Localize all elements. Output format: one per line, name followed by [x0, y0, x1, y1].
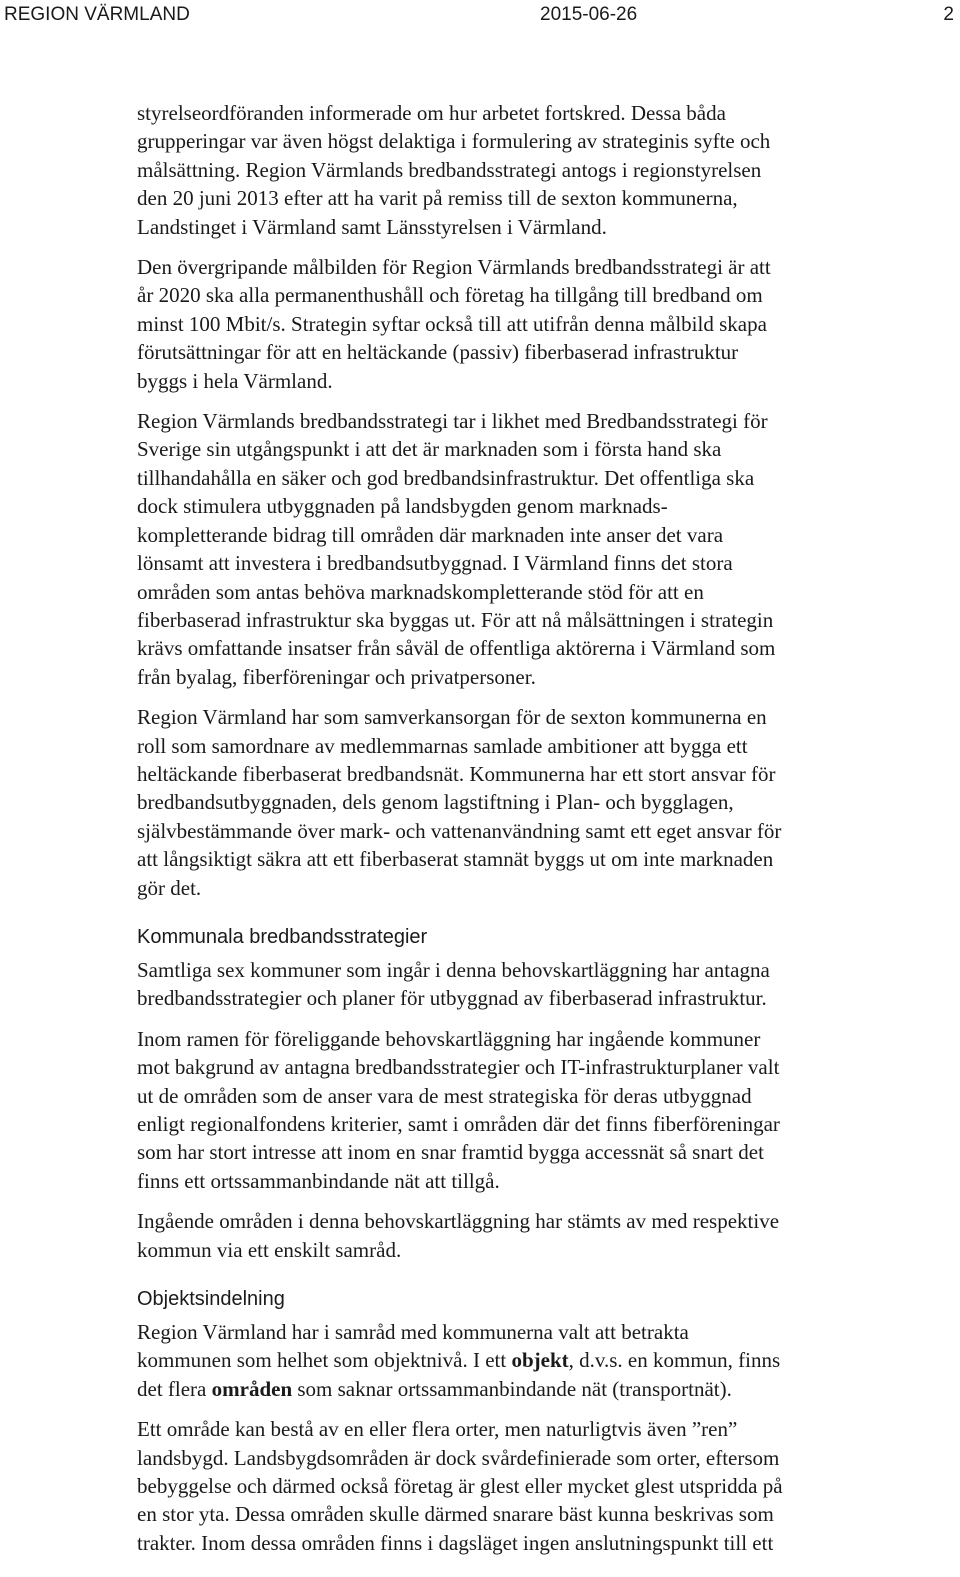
paragraph-market-role — [137, 407, 907, 691]
paragraph-municipal-strategies — [137, 956, 907, 1013]
text-line: bredbandsutbyggnaden, dels genom lagstiftning i Plan- och bygglagen, — [137, 790, 734, 815]
text-line: förutsättningar för att en heltäckande (passiv) fiberbaserad infrastruktur — [137, 340, 739, 365]
text-line: Sverige sin utgångspunkt i att det är marknaden som i första hand ska — [137, 437, 722, 462]
text-line: landsbygd. Landsbygdsområden är dock svårdefinierade som orter, eftersom — [137, 1445, 780, 1470]
text-line: områden som antas behöva marknadskompletterande stöd för att en — [137, 579, 704, 604]
text-line: kompletterande bidrag till områden där marknaden inte anser det vara — [137, 522, 724, 547]
text-line: lönsamt att investera i bredbandsutbyggnad. I Värmland finns det stora — [137, 551, 733, 576]
header-date: 2015-06-26 — [540, 4, 638, 25]
text-line: trakter. Inom dessa områden finns i dagsläget ingen anslutningspunkt till ett — [137, 1530, 774, 1555]
text-run: kommunen som helhet som objektnivå. I ett — [137, 1348, 512, 1373]
text-line: kommun via ett enskilt samråd. — [137, 1237, 402, 1262]
text-line: Region Värmlands bredbandsstrategi tar i likhet med Bredbandsstrategi för — [137, 409, 768, 434]
text-line: år 2020 ska alla permanenthushåll och företag ha tillgång till bredband om — [137, 283, 763, 308]
section-heading-object-division: Objektsindelning — [137, 1288, 285, 1311]
paragraph-region-role — [137, 703, 907, 902]
text-line: Region Värmland har som samverkansorgan för de sexton kommunerna en — [137, 705, 767, 730]
document-body — [137, 99, 907, 1569]
text-line: enligt regionalfondens kriterier, samt i områden där det finns fiberföreningar — [137, 1112, 780, 1136]
text-line: självbestämmande över mark- och vattenanvändning samt ett eget ansvar för — [137, 818, 782, 843]
bold-term-objekt: objekt — [511, 1348, 569, 1373]
text-line: bredbandsstrategier och planer för utbyggnad av fiberbaserad infrastruktur. — [137, 986, 767, 1011]
text-line — [137, 1346, 907, 1374]
text-line: grupperingar var även högst delaktiga i formulering av strateginis syfte och — [137, 129, 771, 154]
paragraph-object-level — [137, 1318, 907, 1403]
text-run: som saknar ortssammanbindande nät (transportnät). — [292, 1376, 732, 1401]
text-line: ut de områden som de anser vara de mest strategiska för deras utbyggnad — [137, 1083, 752, 1108]
text-line: mot bakgrund av antagna bredbandsstrategier och IT-infrastrukturplaner valt — [137, 1055, 780, 1080]
text-line: styrelseordföranden informerade om hur arbetet fortskred. Dessa båda — [137, 101, 726, 125]
text-line: Region Värmland har i samråd med kommunerna valt att betrakta — [137, 1320, 689, 1345]
text-line — [137, 1375, 907, 1403]
section-heading-municipal-strategies: Kommunala bredbandsstrategier — [137, 925, 428, 948]
text-line: som har stort intresse att inom en snar framtid bygga accessnät så snart det — [137, 1140, 764, 1165]
text-line: Ett område kan bestå av en eller flera orter, men naturligtvis även ”ren” — [137, 1417, 738, 1442]
paragraph-area-definition — [137, 1415, 907, 1557]
text-run: , d.v.s. en kommun, finns — [568, 1348, 781, 1373]
page-header — [0, 2, 960, 28]
text-line: att långsiktigt säkra att ett fiberbaserat stamnät byggs ut om inte marknaden — [137, 847, 774, 872]
text-line: gör det. — [137, 875, 202, 900]
text-line: byggs i hela Värmland. — [137, 368, 333, 393]
header-page-number: 2 — [943, 4, 954, 25]
text-line: den 20 juni 2013 efter att ha varit på remiss till de sexton kommunerna, — [137, 186, 738, 211]
header-organization: REGION VÄRMLAND — [4, 4, 190, 25]
paragraph-goal — [137, 253, 907, 395]
text-line: minst 100 Mbit/s. Strategin syftar också till att utifrån denna målbild skapa — [137, 311, 767, 336]
text-line: bebyggelse och därmed också företag är glest eller mycket glest utspridda på — [137, 1474, 783, 1499]
text-line: dock stimulera utbyggnaden på landsbygden genom marknads- — [137, 494, 668, 519]
text-line: Samtliga sex kommuner som ingår i denna behovskartläggning har antagna — [137, 957, 770, 982]
text-line: Inom ramen för föreliggande behovskartläggning har ingående kommuner — [137, 1026, 761, 1051]
text-line: Landstinget i Värmland samt Länsstyrelsen i Värmland. — [137, 214, 607, 239]
text-line: målsättning. Region Värmlands bredbandsstrategi antogs i regionstyrelsen — [137, 157, 762, 182]
text-line: en stor yta. Dessa områden skulle därmed snarare bäst kunna beskrivas som — [137, 1502, 774, 1527]
text-line: Ingående områden i denna behovskartläggning har stämts av med respektive — [137, 1209, 780, 1234]
text-line: fiberbaserad infrastruktur ska byggas ut. För att nå målsättningen i strategin — [137, 607, 774, 632]
text-line: från byalag, fiberföreningar och privatpersoner. — [137, 664, 536, 689]
text-line: krävs omfattande insatser från såväl de offentliga aktörerna i Värmland som — [137, 636, 776, 661]
text-run: det flera — [137, 1376, 212, 1401]
paragraph-selected-areas — [137, 1025, 907, 1195]
text-line: tillhandahålla en säker och god bredbandsinfrastruktur. Det offentliga ska — [137, 465, 755, 490]
paragraph-consultation — [137, 1207, 907, 1264]
paragraph-strategy-adoption — [137, 99, 907, 241]
text-line: finns ett ortssammanbindande nät att tillgå. — [137, 1168, 500, 1193]
text-line: heltäckande fiberbaserat bredbandsnät. Kommunerna har ett stort ansvar för — [137, 761, 776, 786]
bold-term-omraden: områden — [211, 1376, 293, 1401]
text-line: roll som samordnare av medlemmarnas samlade ambitioner att bygga ett — [137, 733, 748, 758]
text-line: Den övergripande målbilden för Region Värmlands bredbandsstrategi är att — [137, 255, 771, 280]
